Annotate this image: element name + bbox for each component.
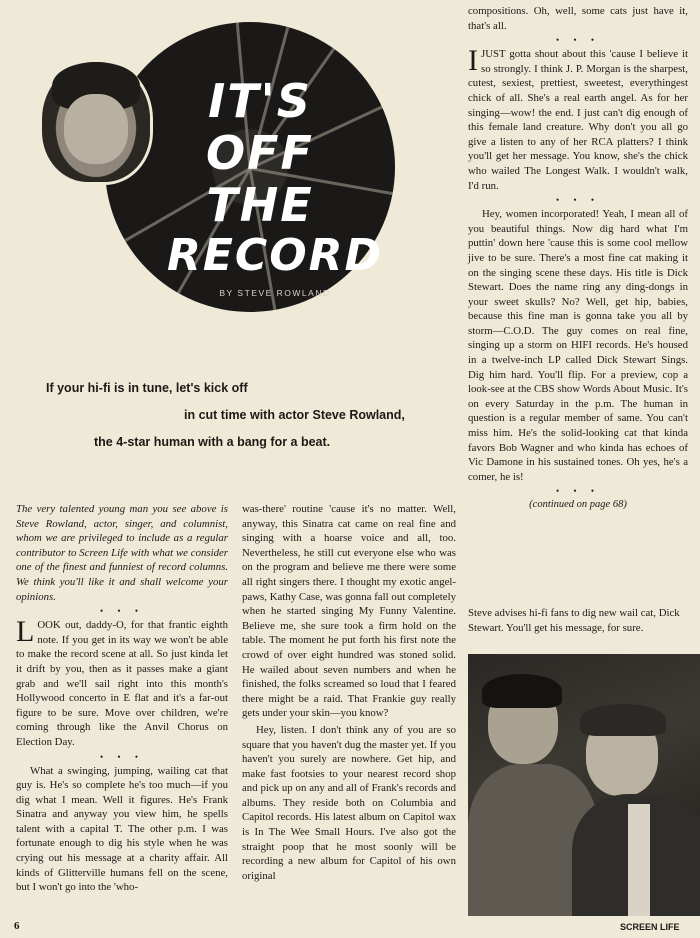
section-dots: • • • bbox=[100, 606, 144, 617]
section-dots: • • • bbox=[100, 751, 144, 762]
photo-caption: Steve advises hi-fi fans to dig new wail cat, Dick Stewart. You'll get his message, for sure. bbox=[468, 607, 680, 634]
col3-paragraph-1: JUST gotta shout about this 'cause I believe it so strongly. I think J. P. Morgan is the sharpest, cutest, sexiest, prettiest, sweetest, everythingest chick of all. She's a real earth angel. As for her singing—wow! the end. I just can't dig enough of this female land creature. Why don't you all go give a listen to any of her RCA platters? I think you'll get her message. You know, she's the chick who wailed The Longest Walk. I wouldn't walk, I'd run. bbox=[468, 48, 688, 192]
page-number: 6 bbox=[14, 920, 20, 932]
deck-line-2: in cut time with actor Steve Rowland, bbox=[184, 408, 405, 422]
magazine-name: SCREEN LIFE bbox=[620, 922, 680, 932]
dropcap-l: L bbox=[16, 615, 35, 649]
column-3 bbox=[468, 4, 688, 513]
intro-paragraph: The very talented young man you see above is Steve Rowland, actor, singer, and columnist, whom we are privileged to include as a regular contributor to Screen Life with what we consider one of the finest and funniest of record columns. We think you'll like it and shall welcome your opinions. bbox=[16, 503, 228, 603]
col2-paragraph-1: was-there' routine 'cause it's no matter. Well, anyway, this Sinatra cat came on real fine and singing with a hoarse voice and all, too. Nevertheless, he still cut everyone else who was on the program and believe me there were some all right singers there. I thought my exotic angel-paws, Kathy Case, was gonna fall out completely when he started singing My Funny Valentine. Believe me, she sure took a firm hold on the table. The moment he put forth his first note the crowd of over eight hundred was stoned solid. He wailed about seven numbers and when he finished, the folks screamed so loud that I feared there might be a raid. That Frankie guy really gets under your skin—you know? bbox=[242, 503, 456, 720]
title-line-2: OFF bbox=[206, 126, 314, 180]
byline: BY STEVE ROWLAND bbox=[219, 288, 331, 298]
col1-paragraph-1: OOK out, daddy-O, for that frantic eighth note. If you get in its way we won't be able to make the record scene at all. So just kinda let it drift by you, then as it passes make a giant grab and we'll sail right into this month's Hollywood concerto in E flat and it's a far-out figure to be sure. Move over children, we're coming through like the Anvil Chorus on Election Day. bbox=[16, 619, 228, 748]
section-dots: • • • bbox=[556, 35, 600, 46]
title-line-4: RECORD bbox=[166, 230, 384, 281]
col2-paragraph-2: Hey, listen. I don't think any of you are so square that you haven't dug the master yet. If you haven't you surely are nowhere. Get hip, and make fast footsies to your nearest record shop and pick up on any and all of Frank's records and albums. They reside both on Columbia and Capitol records. His latest album on Capitol wax is In The Wee Small Hours. I've also got the straight poop that he most soonly will be recording a new album for Capitol of his own original bbox=[242, 723, 456, 882]
column-1 bbox=[16, 502, 228, 895]
col1-paragraph-2: What a swinging, jumping, wailing cat that guy is. He's so complete he's too much—if you dig what I mean. Well it figures. He's Frank Sinatra and anyway you view him, he spells talent with a capital T. The other p.m. I was fortunate enough to dig his style when he was crying out his message at a charity affair. All kinds of Glitterville humans fell on the scene, but I won't go into the 'who- bbox=[16, 764, 228, 894]
column-2 bbox=[242, 502, 456, 883]
deck-line-1: If your hi-fi is in tune, let's kick off bbox=[46, 381, 248, 395]
section-dots: • • • bbox=[556, 486, 600, 497]
section-dots: • • • bbox=[556, 195, 600, 206]
continued-note: (continued on page 68) bbox=[529, 499, 627, 511]
dropcap-i: I bbox=[468, 44, 478, 78]
title-line-3: THE bbox=[206, 178, 314, 232]
col3-paragraph-2: Hey, women incorporated! Yeah, I mean all of you beautiful things. Now dig hard what I'm puttin' down here 'cause this is some cool mellow jive to be sure. There's a most fine cat making it on the singing scene these days. His title is Dick Stewart. Does the name ring any ding-dongs in your sweet skulls? No? Well, get hip, babies, because this fine man is gonna take you all by storm—C.O.D. The guy comes on real fine, singing up a storm on HIFI records. He's housed in a twelve-inch LP called Dick Stewart Sings. Dig him hard. You'll flip. For a preview, cop a look-see at the CBS show Words About Music. It's on every Saturday in the p.m. The human in question is a regular member of same. You can't miss him. He's the solid-looking cat that kinda favors Bob Wagner and who kinda has echoes of Vic Damone in his sustained tones. Oh yes, he's a comer, he is! bbox=[468, 208, 688, 483]
photo-two-men bbox=[468, 654, 700, 916]
deck-line-3: the 4-star human with a bang for a beat. bbox=[94, 435, 331, 449]
col3-paragraph-0: compositions. Oh, well, some cats just have it, that's all. bbox=[468, 5, 688, 32]
title-line-1: IT'S bbox=[208, 74, 312, 128]
